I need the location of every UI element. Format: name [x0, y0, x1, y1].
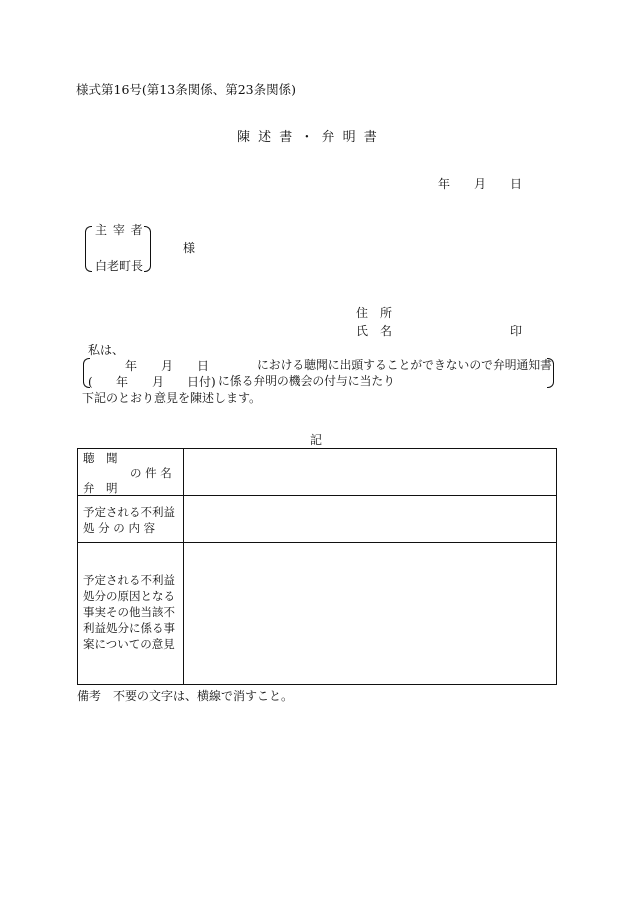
opinion-label-line4: 利益処分に係る事 [83, 621, 175, 635]
address-label: 住 所 [356, 306, 393, 320]
recipient-line1: 主 宰 者 [95, 223, 144, 237]
opinion-value-cell[interactable] [184, 543, 557, 685]
form-number: 様式第16号(第13条関係、第23条関係) [76, 82, 296, 97]
body-opening: 私は、 [88, 343, 125, 357]
remarks-note: 備考 不要の文字は、横線で消すこと。 [77, 689, 294, 703]
body-line2-month: 月 [152, 375, 165, 389]
opinion-label-cell [78, 543, 184, 685]
body-bracket-right [547, 358, 554, 388]
body-line1-year: 年 [125, 359, 138, 373]
disposition-label-line2: 処 分 の 内 容 [83, 521, 156, 535]
date-month: 月 [474, 177, 487, 191]
recipient-bracket-left [85, 226, 92, 272]
table-row-disposition [78, 496, 557, 543]
opinion-label-line5: 案についての意見 [83, 637, 175, 651]
body-line2-paren: ( [88, 375, 93, 389]
opinion-label-line1: 予定される不利益 [83, 573, 175, 587]
recipient-line2: 白老町長 [95, 259, 144, 273]
table-row-opinion [78, 543, 557, 685]
opinion-label-line2: 処分の原因となる [83, 589, 175, 603]
date-day: 日 [510, 177, 523, 191]
record-heading: 記 [310, 433, 323, 447]
body-line2-year: 年 [116, 375, 129, 389]
disposition-value-cell[interactable] [184, 496, 557, 543]
body-line2-text: に係る弁明の機会の付与に当たり [218, 374, 395, 388]
body-line3: 下記のとおり意見を陳述します。 [82, 391, 262, 405]
date-year: 年 [438, 177, 451, 191]
disposition-label-line1: 予定される不利益 [83, 505, 175, 519]
table-row-case-name [78, 449, 557, 496]
recipient-honorific: 様 [183, 241, 196, 255]
name-label: 氏 名 [356, 324, 393, 338]
case-name-value-cell[interactable] [184, 449, 557, 496]
body-line1-text: における聴聞に出頭することができないので弁明通知書 [257, 358, 552, 372]
case-name-label-top: 聴 聞 [83, 451, 118, 465]
document-title: 陳 述 書 ・ 弁 明 書 [237, 130, 379, 145]
case-name-label-bottom: 弁 明 [83, 481, 118, 495]
recipient-bracket-right [144, 226, 151, 272]
body-line2-day: 日付) [187, 375, 216, 389]
case-name-label-middle: の 件 名 [130, 466, 172, 480]
record-table [77, 448, 557, 685]
disposition-label-cell [78, 496, 184, 543]
body-line1-month: 月 [161, 359, 174, 373]
body-line1-day: 日 [197, 359, 210, 373]
opinion-label-line3: 事実その他当該不 [83, 605, 175, 619]
seal-mark: 印 [510, 324, 523, 338]
case-name-label-cell [78, 449, 184, 496]
